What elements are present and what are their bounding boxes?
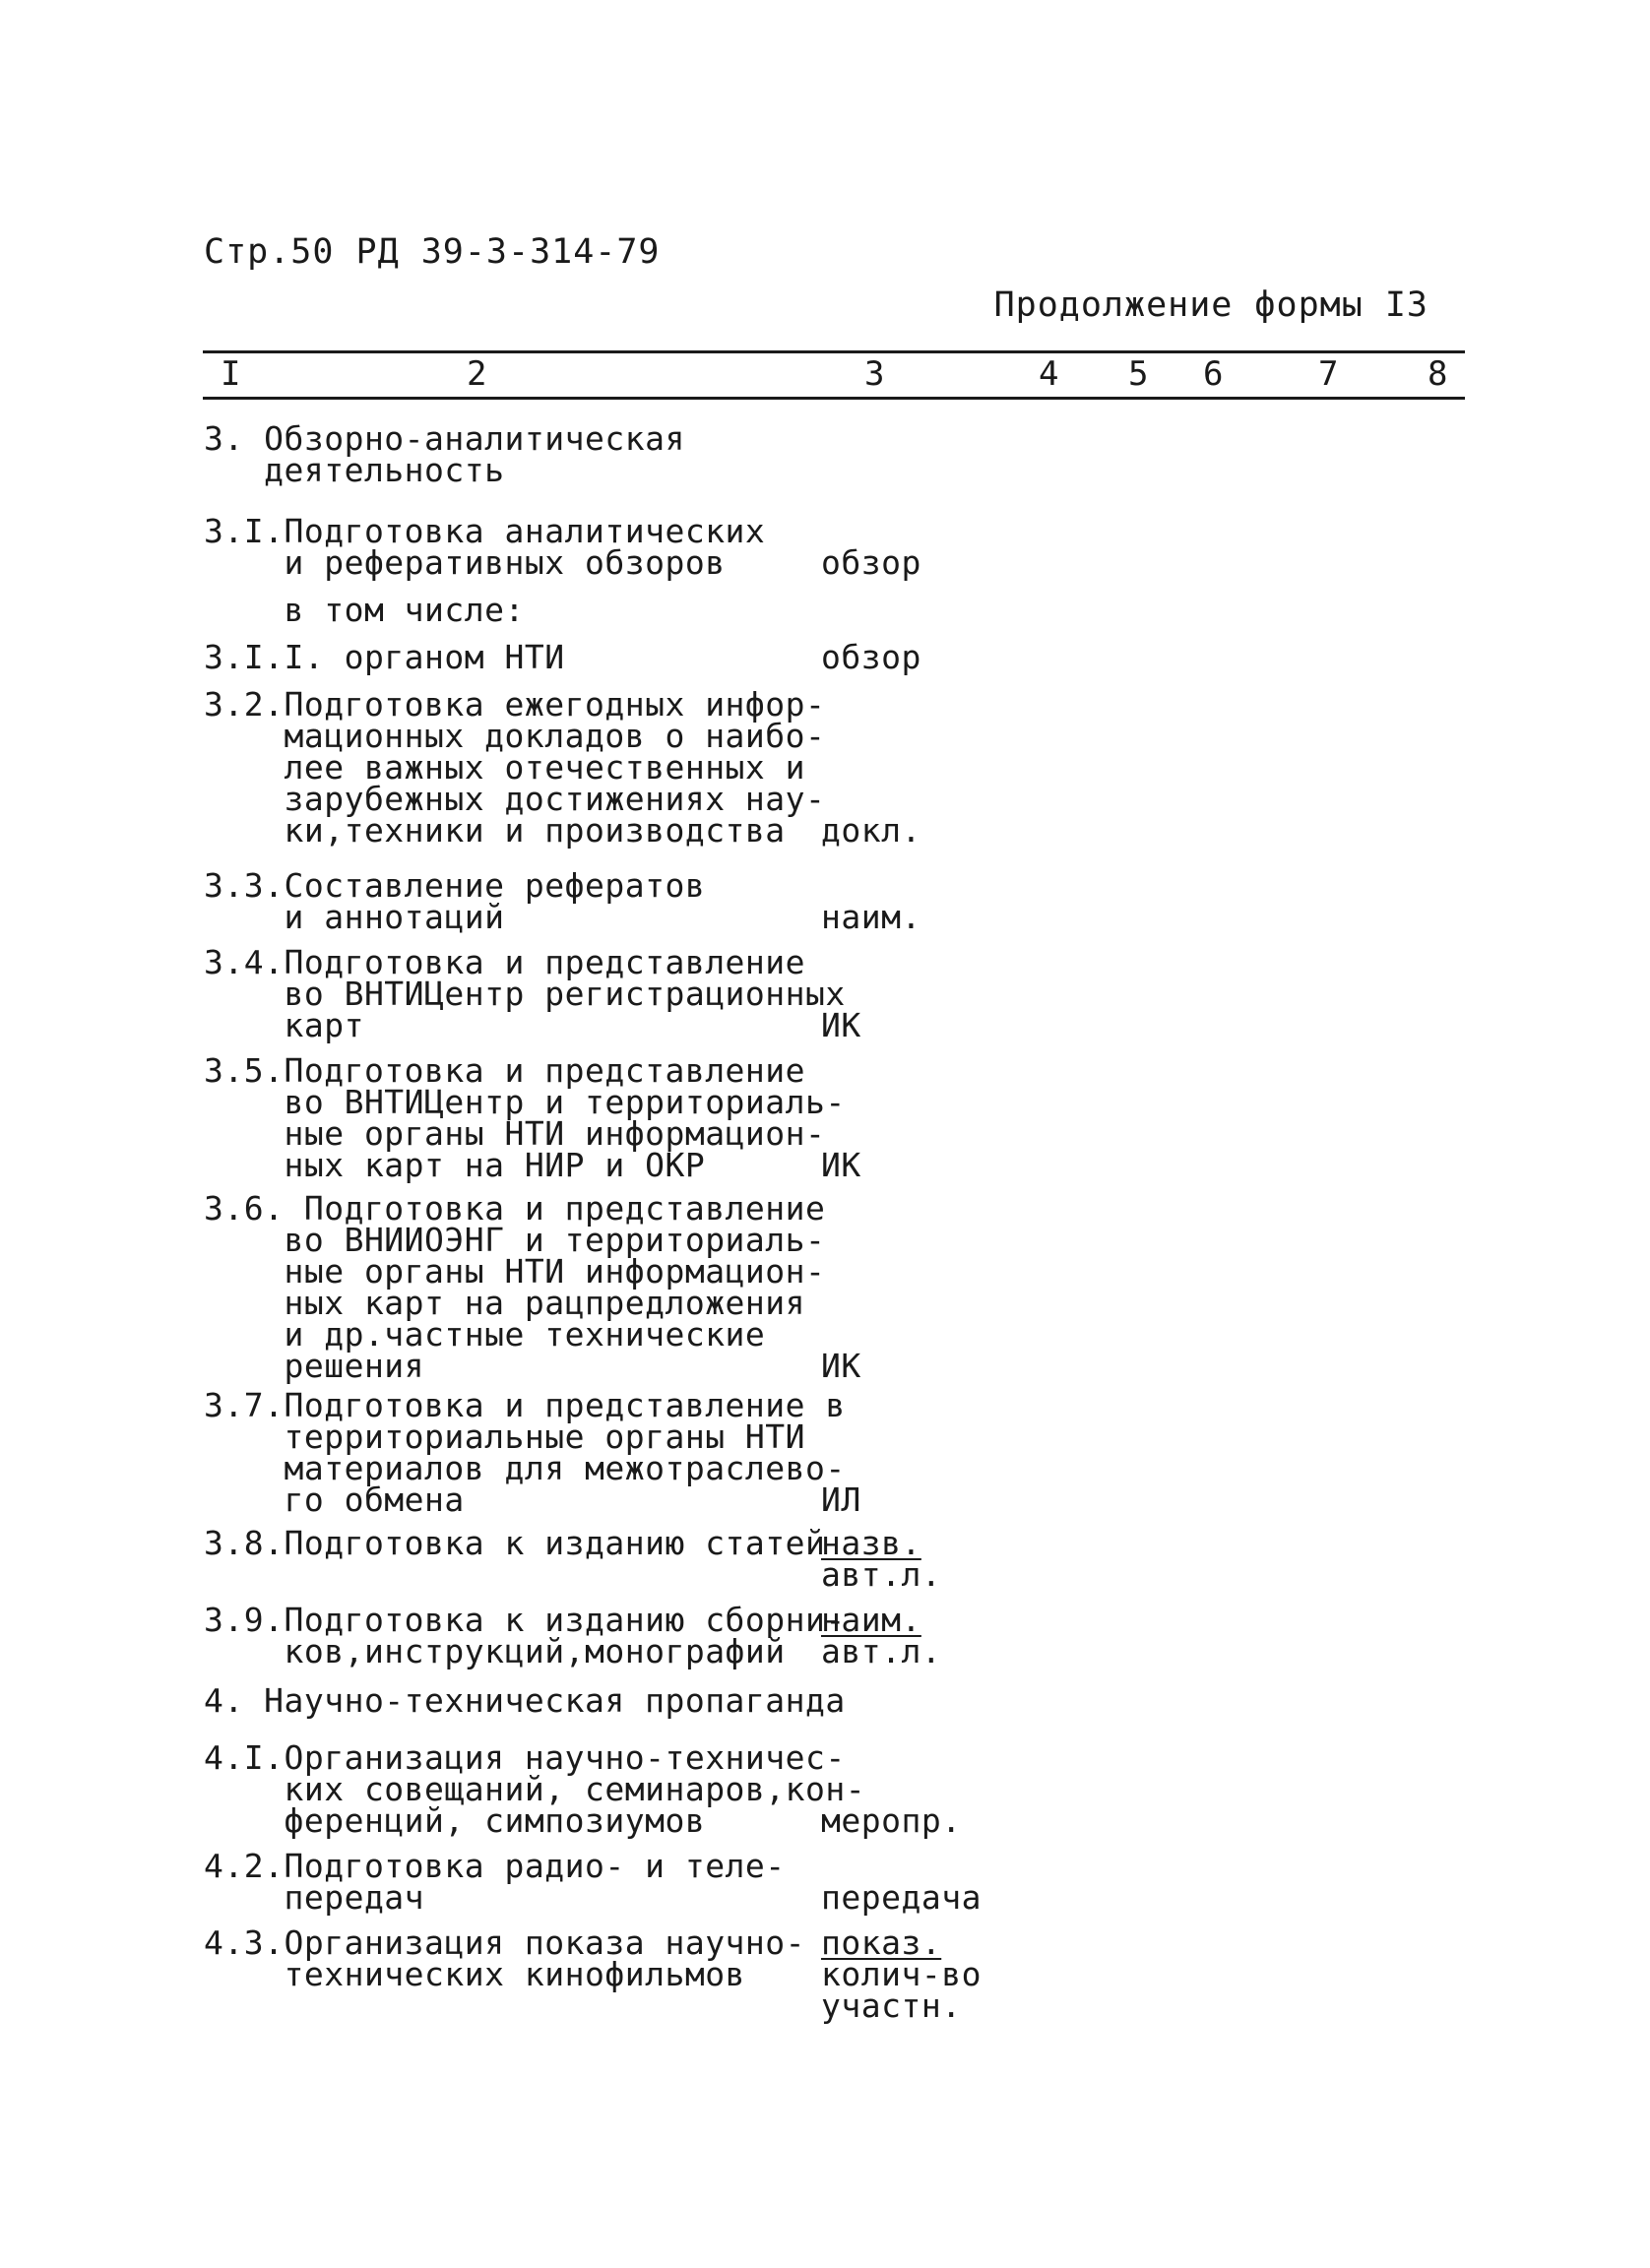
row-text-line: и реферативных обзоров xyxy=(204,543,726,582)
row-text-line: карт xyxy=(204,1006,364,1044)
row-text-line: передач xyxy=(204,1878,425,1917)
row-text-line: 3.9.Подготовка к изданию сборни- xyxy=(204,1601,846,1639)
column-number: 7 xyxy=(1318,354,1339,394)
unit-cell xyxy=(821,1347,861,1385)
row-text-line: во ВНИИОЭНГ и территориаль- xyxy=(204,1221,826,1259)
row-text-line: 3.4.Подготовка и представление xyxy=(204,943,806,981)
header-rule-top xyxy=(203,350,1465,353)
row-text-line: во ВНТИЦентр регистрационных xyxy=(204,975,846,1013)
unit-text: показ. xyxy=(821,1923,942,1962)
row-4-2 xyxy=(204,1847,786,1917)
row-text-line: зарубежных достижениях нау- xyxy=(204,780,826,818)
row-text-line: территориальные органы НТИ xyxy=(204,1418,806,1456)
unit-text: ИК xyxy=(821,1146,861,1184)
unit-cell xyxy=(821,638,921,676)
row-text-line: 3.2.Подготовка ежегодных инфор- xyxy=(204,685,826,724)
row-text-line: технических кинофильмов xyxy=(204,1955,745,1993)
row-text-line: лее важных отечественных и xyxy=(204,748,806,787)
column-number: 6 xyxy=(1203,354,1224,394)
row-text-line: 3.3.Составление рефератов xyxy=(204,866,706,905)
row-text-line: 4. Научно-техническая пропаганда xyxy=(204,1681,846,1720)
unit-text: обзор xyxy=(821,638,921,676)
row-text-line: и аннотаций xyxy=(204,898,505,936)
unit-text: ИК xyxy=(821,1006,861,1044)
unit-cell xyxy=(821,1480,861,1519)
row-3-1 xyxy=(204,512,766,582)
row-4-1 xyxy=(204,1738,866,1840)
row-text-line: ференций, симпозиумов xyxy=(204,1801,706,1840)
row-text-line: ных карт на НИР и ОКР xyxy=(204,1146,706,1184)
section-4-heading xyxy=(204,1681,846,1720)
unit-text: авт.л. xyxy=(821,1555,942,1594)
column-number: 3 xyxy=(864,354,885,394)
column-number: 4 xyxy=(1039,354,1059,394)
row-text-line: ков,инструкций,монографий xyxy=(204,1632,786,1670)
row-text-line: ных карт на рацпредложения xyxy=(204,1284,806,1322)
row-text-line: решения xyxy=(204,1347,425,1385)
unit-cell xyxy=(821,898,921,936)
row-text-line: 3.8.Подготовка к изданию статей xyxy=(204,1524,826,1562)
row-3-3 xyxy=(204,866,706,936)
row-text-line: 4.3.Организация показа научно- xyxy=(204,1923,806,1962)
row-text-line: деятельность xyxy=(204,451,505,489)
unit-text: ИЛ xyxy=(821,1480,861,1519)
unit-text: передача xyxy=(821,1878,982,1917)
unit-cell xyxy=(821,1006,861,1044)
row-text-line: во ВНТИЦентр и территориаль- xyxy=(204,1083,846,1121)
row-text-line: мационных докладов о наибо- xyxy=(204,717,826,755)
row-text-line: 3.7.Подготовка и представление в xyxy=(204,1386,846,1424)
unit-cell xyxy=(821,543,921,582)
row-3-6 xyxy=(204,1189,826,1385)
row-3-9 xyxy=(204,1601,846,1670)
row-text-line: ные органы НТИ информацион- xyxy=(204,1114,826,1153)
row-text-line: 3.5.Подготовка и представление xyxy=(204,1051,806,1090)
row-text-line: 3.I.Подготовка аналитических xyxy=(204,512,766,550)
column-number: 5 xyxy=(1128,354,1149,394)
row-text-line: в том числе: xyxy=(204,591,525,629)
unit-cell xyxy=(821,1923,982,2025)
row-text-line: ки,техники и производства xyxy=(204,811,786,850)
column-number: 8 xyxy=(1428,354,1448,394)
unit-text: докл. xyxy=(821,811,921,850)
section-3-heading xyxy=(204,419,685,489)
unit-cell xyxy=(821,1878,982,1917)
row-text-line: материалов для межотраслево- xyxy=(204,1449,846,1487)
column-number: 2 xyxy=(467,354,487,394)
page-header: Стр.50 РД 39-3-314-79 xyxy=(204,232,661,272)
unit-cell xyxy=(821,1601,942,1670)
unit-cell xyxy=(821,811,921,850)
unit-cell xyxy=(821,1524,942,1594)
row-text-line: 3. Обзорно-аналитическая xyxy=(204,419,685,458)
header-rule-bottom xyxy=(203,397,1465,400)
row-3-2 xyxy=(204,685,826,850)
unit-text: авт.л. xyxy=(821,1632,942,1670)
row-3-8 xyxy=(204,1524,826,1562)
unit-cell xyxy=(821,1801,962,1840)
unit-text: участн. xyxy=(821,1986,962,2025)
unit-text: меропр. xyxy=(821,1801,962,1840)
row-4-3 xyxy=(204,1923,806,1993)
row-text-line: 4.I.Организация научно-техничес- xyxy=(204,1738,846,1777)
form-continuation-note: Продолжение формы I3 xyxy=(993,285,1428,325)
row-3-7 xyxy=(204,1386,846,1519)
row-text-line: ких совещаний, семинаров,кон- xyxy=(204,1770,866,1808)
row-3-4 xyxy=(204,943,846,1044)
row-text-line: го обмена xyxy=(204,1480,465,1519)
unit-cell xyxy=(821,1146,861,1184)
unit-text: обзор xyxy=(821,543,921,582)
row-text-line: 3.I.I. органом НТИ xyxy=(204,638,565,676)
unit-text: колич-во xyxy=(821,1955,982,1993)
unit-text: ИК xyxy=(821,1347,861,1385)
row-in-that-number xyxy=(204,591,525,629)
unit-text: назв. xyxy=(821,1524,921,1562)
row-3-5 xyxy=(204,1051,846,1184)
row-text-line: ные органы НТИ информацион- xyxy=(204,1252,826,1291)
row-text-line: 4.2.Подготовка радио- и теле- xyxy=(204,1847,786,1885)
row-text-line: 3.6. Подготовка и представление xyxy=(204,1189,826,1228)
unit-text: наим. xyxy=(821,898,921,936)
row-3-1-1 xyxy=(204,638,565,676)
unit-text: наим. xyxy=(821,1601,921,1639)
row-text-line: и др.частные технические xyxy=(204,1315,766,1354)
column-number: I xyxy=(221,354,241,394)
